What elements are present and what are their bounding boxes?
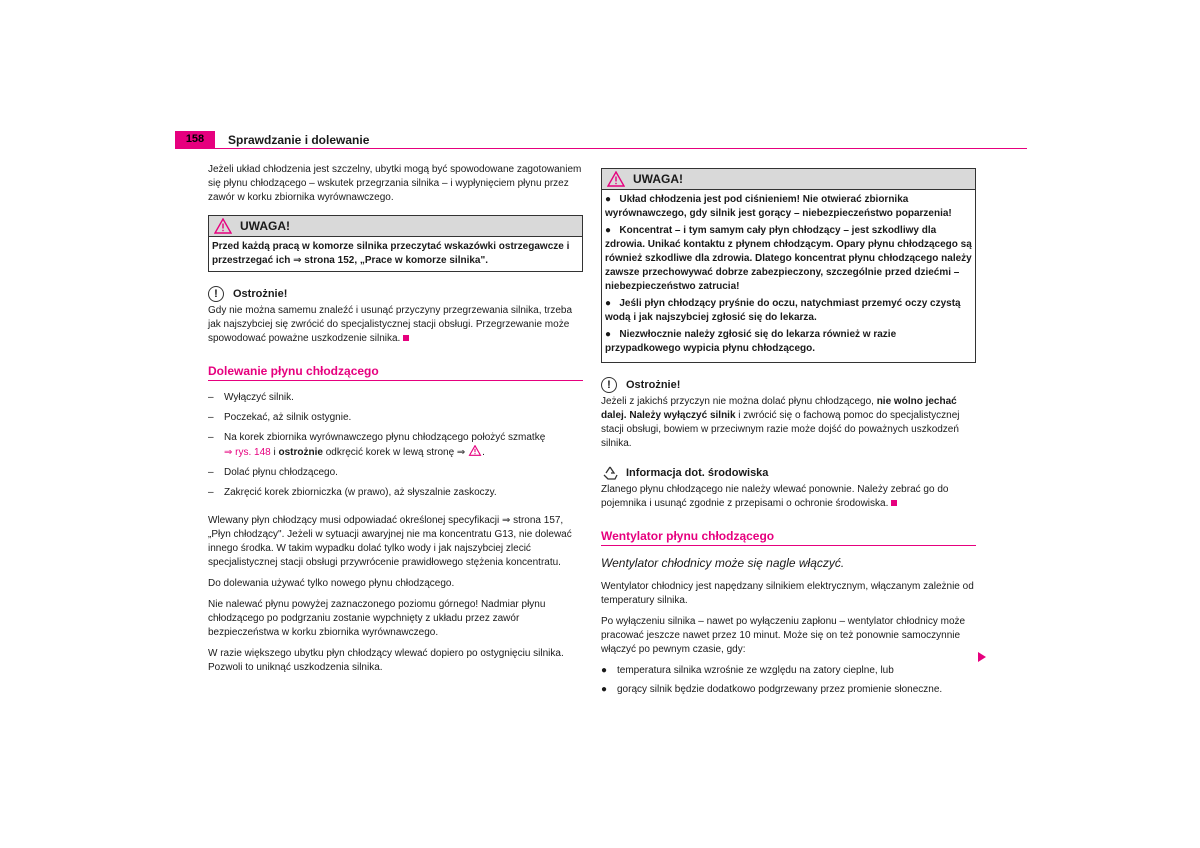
section-title-fan: Wentylator płynu chłodzącego: [601, 529, 976, 546]
list-item: – Zakręcić korek zbiorniczka (w prawo), aż słyszalnie zaskoczy.: [208, 486, 583, 500]
warning-text: Przed każdą pracą w komorze silnika przeczytać wskazówki ostrzegawcze i przestrzegać ich ⇒ strona 152, „Prace w komorze silnika".: [212, 241, 570, 266]
list-item: ● temperatura silnika wzrośnie ze względu na zatory cieplne, lub: [601, 665, 894, 676]
list-item: ● gorący silnik będzie dodatkowo podgrzewany przez promienie słoneczne.: [601, 684, 943, 695]
header-rule: [175, 148, 1027, 149]
caution-title: Ostrożnie!: [233, 288, 288, 300]
end-marker: [891, 500, 897, 506]
warning-title: UWAGA!: [633, 172, 683, 186]
paragraph: Wentylator chłodnicy jest napędzany silnikiem elektrycznym, włączanym zależnie od temperatury silnika.: [601, 581, 974, 606]
paragraph: Po wyłączeniu silnika – nawet po wyłączeniu zapłonu – wentylator chłodnicy może pracować jeszcze nawet przez 10 minut. Może się on też ponownie samoczynnie włączyć po pewnym czasie, gdy:: [601, 616, 966, 655]
refill-steps: [208, 391, 583, 500]
caution-text: Jeżeli z jakichś przyczyn nie można dolać płynu chłodzącego, nie wolno jechać dalej. Należy wyłączyć silnik i zwrócić się o fachową pomoc do specjalistycznej stacji obsługi, bowiem w przeciwnym razie może dojść do poważnych uszkodzeń silnika.: [601, 396, 960, 449]
warning-header: [602, 169, 975, 190]
caution-header: [208, 286, 583, 302]
paragraph: Do dolewania używać tylko nowego płynu chłodzącego.: [208, 578, 455, 589]
recycle-icon: [601, 465, 619, 481]
list-item: – Wyłączyć silnik.: [208, 391, 583, 405]
paragraph: Nie nalewać płynu powyżej zaznaczonego poziomu górnego! Nadmiar płynu chłodzącego po podgrzaniu zostanie wypchnięty z układu przez zawór bezpieczeństwa w korku zbiornika wyrównawczego.: [208, 599, 546, 638]
warning-item: ● Koncentrat – i tym samym cały płyn chłodzący – jest szkodliwy dla zdrowia. Unikać kontaktu z płynem chłodzącym. Opary płynu chłodzącego są również szkodliwe dla zdrowia. Dlatego koncentrat płynu chłodzącego należy zawsze przechowywać dobrze zabezpieczony, szczególnie przed dziećmi – niebezpieczeństwo zatrucia!: [605, 225, 972, 292]
list-item: – Poczekać, aż silnik ostygnie.: [208, 411, 583, 425]
warning-item: ● Niezwłocznie należy zgłosić się do lekarza również w razie przypadkowego wypicia płynu chłodzącego.: [605, 329, 897, 354]
left-column: [208, 163, 583, 682]
page-number: 158: [175, 131, 215, 148]
warning-box-right: [601, 168, 976, 363]
paragraph: W razie większego ubytku płyn chłodzący wlewać dopiero po ostygnięciu silnika. Pozwoli to uniknąć uszkodzenia silnika.: [208, 648, 564, 673]
list-item: – Dolać płynu chłodzącego.: [208, 466, 583, 480]
exclamation-circle-icon: !: [208, 286, 224, 302]
caution-header: [601, 377, 976, 393]
caution-title: Ostrożnie!: [626, 379, 681, 391]
section-title-refill: Dolewanie płynu chłodzącego: [208, 364, 583, 381]
warning-item: ● Jeśli płyn chłodzący pryśnie do oczu, natychmiast przemyć oczy czystą wodą i jak najszybciej zgłosić się do lekarza.: [605, 298, 961, 323]
list-item: – Na korek zbiornika wyrównawczego płynu chłodzącego położyć szmatkę ⇒ rys. 148 i ostrożnie odkręcić korek w lewą stronę ⇒ .: [208, 431, 583, 460]
caution-text: Gdy nie można samemu znaleźć i usunąć przyczyny przegrzewania silnika, trzeba jak najszybciej się zwrócić do specjalistycznej stacji obsługi. Przegrzewanie może spowodować poważne uszkodzenie silnika.: [208, 305, 573, 344]
end-marker: [403, 335, 409, 341]
figure-link[interactable]: ⇒ rys. 148: [224, 447, 271, 458]
paragraph: Wlewany płyn chłodzący musi odpowiadać określonej specyfikacji ⇒ strona 157, „Płyn chłodzący". Jeżeli w sytuacji awaryjnej nie ma koncentratu G13, nie dolewać innego środka. W takim wypadku dolać tylko wody i jak najszybciej zlecić specjalistycznej stacji obsługi przywrócenie prawidłowego stężenia koncentratu.: [208, 515, 572, 568]
page-header-title: Sprawdzanie i dolewanie: [228, 133, 370, 147]
next-page-arrow-icon: [978, 652, 986, 662]
warning-item: ● Układ chłodzenia jest pod ciśnieniem! Nie otwierać zbiornika wyrównawczego, gdy silnik jest gorący – niebezpieczeństwo poparzenia!: [605, 194, 952, 219]
exclamation-circle-icon: !: [601, 377, 617, 393]
warning-triangle-icon: [214, 218, 232, 234]
environment-text: Zlanego płynu chłodzącego nie należy wlewać ponownie. Należy zebrać go do pojemnika i usunąć zgodnie z przepisami o ochronie środowiska.: [601, 484, 949, 509]
environment-header: [601, 465, 976, 481]
warning-box-left: [208, 215, 583, 272]
warning-title: UWAGA!: [240, 219, 290, 233]
section-subtitle: Wentylator chłodnicy może się nagle włączyć.: [601, 556, 845, 570]
intro-paragraph: Jeżeli układ chłodzenia jest szczelny, ubytki mogą być spowodowane zagotowaniem się płynu chłodzącego – wskutek przegrzania silnika – i wypłynięciem płynu przez zawór w korku zbiornika wyrównawczego.: [208, 164, 582, 203]
warning-triangle-icon: [607, 171, 625, 187]
right-column: [601, 163, 976, 702]
warning-header: [209, 216, 582, 237]
environment-title: Informacja dot. środowiska: [626, 467, 769, 479]
warning-triangle-icon: [468, 445, 482, 456]
warning-list: [602, 190, 975, 362]
